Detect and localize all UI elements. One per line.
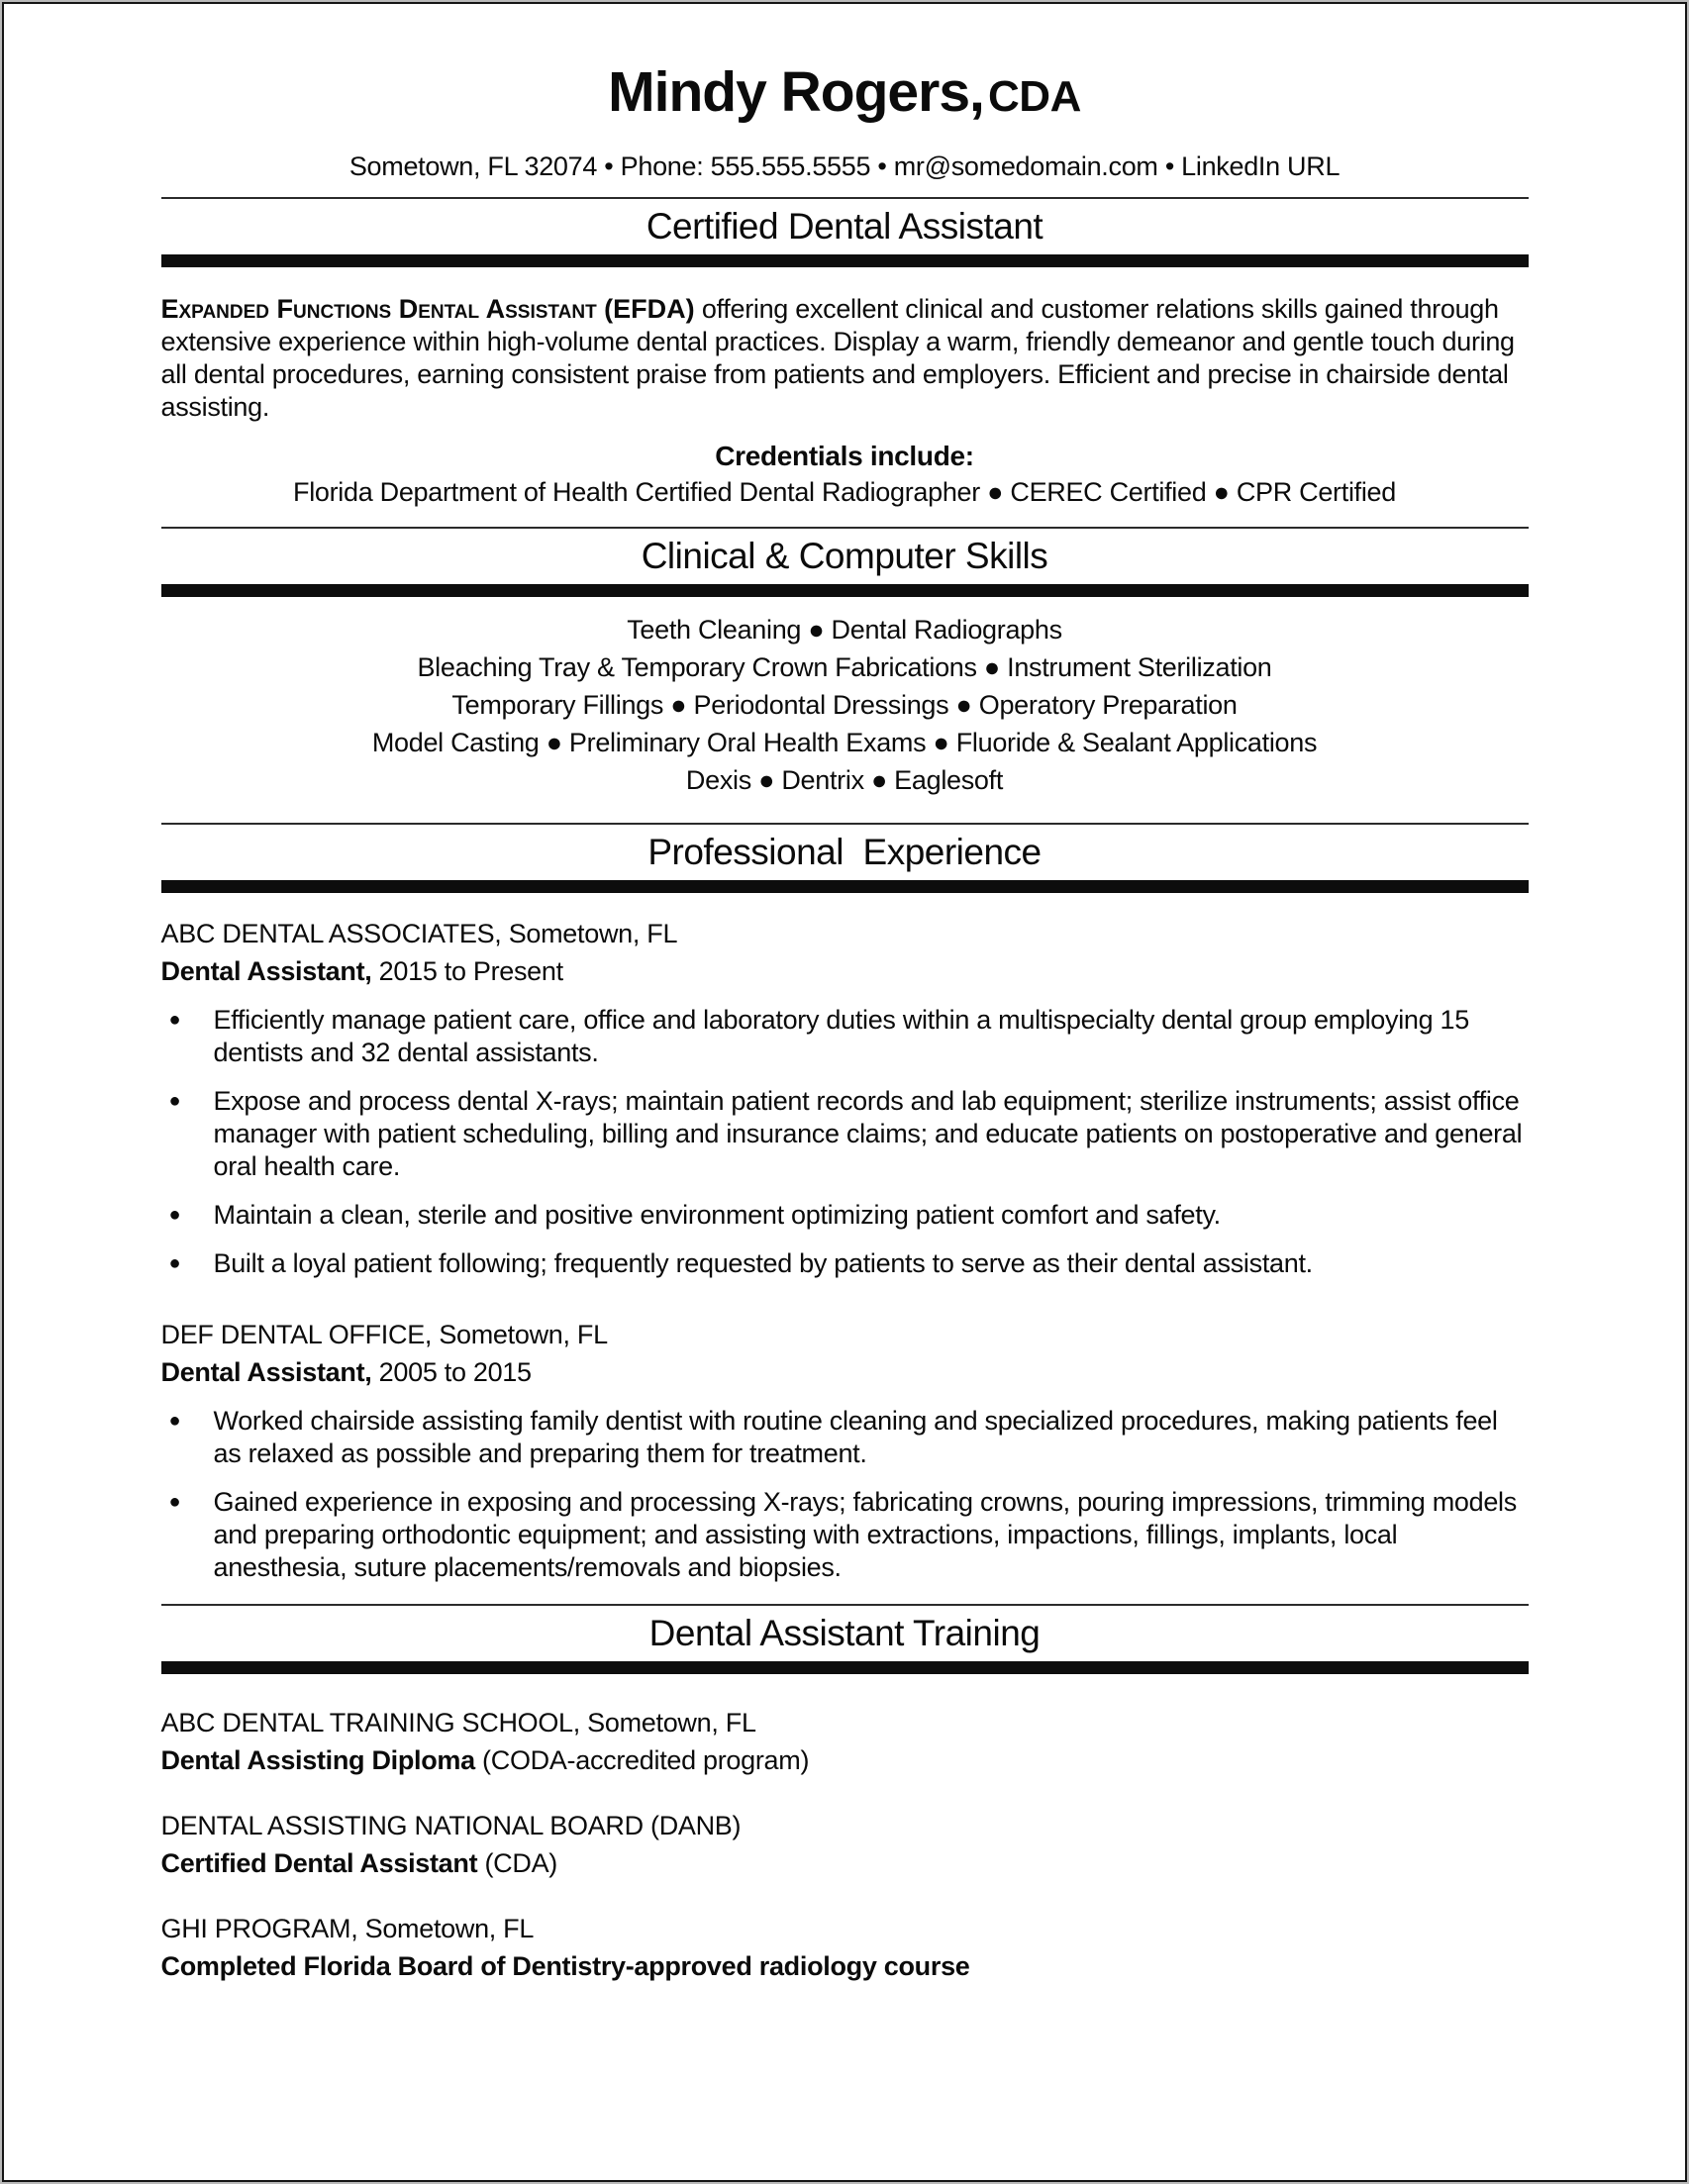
bullet-text: Gained experience in exposing and processing X-rays; fabricating crowns, pouring impressions, trimming models and preparing orthodontic equipment; and assisting with extractions, impactions, fillings, implants, local anesthesia, suture placements/removals and biopsies. bbox=[213, 1487, 1517, 1582]
training-detail: (CDA) bbox=[477, 1848, 557, 1878]
thick-divider bbox=[161, 1661, 1529, 1674]
job-block bbox=[161, 917, 1529, 1280]
candidate-credential-suffix: CDA bbox=[988, 72, 1081, 121]
skill-line: Dexis ● Dentrix ● Eaglesoft bbox=[685, 765, 1004, 795]
job-block bbox=[161, 1318, 1529, 1584]
section-title-skills: Clinical & Computer Skills bbox=[641, 536, 1048, 576]
training-detail: (CODA-accredited program) bbox=[474, 1745, 810, 1775]
section-certified-dental-assistant bbox=[161, 197, 1529, 509]
bullet-icon: ● bbox=[168, 1009, 181, 1031]
role-title: Dental Assistant, bbox=[160, 1357, 372, 1387]
contact-line: Sometown, FL 32074 • Phone: 555.555.5555 • mr@somedomain.com • LinkedIn URL bbox=[348, 151, 1341, 181]
thick-divider bbox=[161, 254, 1529, 267]
resume-page bbox=[2, 2, 1687, 2182]
experience-bullet bbox=[161, 1247, 1529, 1280]
experience-bullet bbox=[161, 1405, 1529, 1470]
resume-header bbox=[161, 59, 1529, 183]
bullet-text: Worked chairside assisting family dentist with routine cleaning and specialized procedures, making patients feel as relaxed as possible and preparing them for treatment. bbox=[213, 1406, 1498, 1468]
bullet-text: Efficiently manage patient care, office and laboratory duties within a multispecialty dental group employing 15 dentists and 32 dental assistants. bbox=[213, 1005, 1469, 1067]
experience-bullet bbox=[161, 1486, 1529, 1584]
summary-rest: offering excellent clinical and customer relations skills gained through extensive experience within high-volume dental practices. Display a warm, friendly demeanor and gentle touch during all dental procedures, earning consistent praise from patients and employers. Efficient and precise in chairside dental assisting. bbox=[160, 294, 1515, 422]
training-entry bbox=[161, 1809, 1529, 1880]
experience-bullet bbox=[161, 1199, 1529, 1232]
training-highlight: Completed Florida Board of Dentistry-approved radiology course bbox=[160, 1951, 970, 1981]
bullet-icon: ● bbox=[168, 1090, 181, 1112]
training-highlight: Dental Assisting Diploma bbox=[160, 1745, 475, 1775]
section-title-profile: Certified Dental Assistant bbox=[646, 206, 1043, 247]
skills-section bbox=[161, 527, 1529, 799]
bullet-icon: ● bbox=[168, 1491, 181, 1513]
role-title: Dental Assistant, bbox=[160, 956, 372, 986]
experience-bullet bbox=[161, 1004, 1529, 1069]
experience-bullet bbox=[161, 1085, 1529, 1183]
bullet-text: Built a loyal patient following; frequently requested by patients to serve as their dental assistant. bbox=[213, 1248, 1313, 1278]
bullet-icon: ● bbox=[168, 1252, 181, 1274]
highlight-line bbox=[161, 1846, 1529, 1880]
candidate-name-main: Mindy Rogers, bbox=[608, 60, 984, 124]
highlight-line bbox=[161, 1949, 1529, 1983]
credentials-line: Florida Department of Health Certified Dental Radiographer ● CEREC Certified ● CPR Certified bbox=[293, 477, 1396, 507]
org-line: ABC DENTAL TRAINING SCHOOL, Sometown, FL bbox=[160, 1708, 756, 1737]
skill-line: Model Casting ● Preliminary Oral Health Exams ● Fluoride & Sealant Applications bbox=[371, 728, 1318, 757]
role-line bbox=[161, 1355, 1529, 1389]
skill-line: Temporary Fillings ● Periodontal Dressings ● Operatory Preparation bbox=[451, 690, 1238, 720]
training-entry bbox=[161, 1706, 1529, 1777]
experience-section bbox=[161, 823, 1529, 1584]
company-line: ABC DENTAL ASSOCIATES, Sometown, FL bbox=[160, 919, 678, 948]
company-line: DEF DENTAL OFFICE, Sometown, FL bbox=[160, 1320, 608, 1349]
bullet-icon: ● bbox=[168, 1204, 181, 1226]
section-title-experience: Professional Experience bbox=[647, 832, 1042, 872]
bullet-text: Expose and process dental X-rays; maintain patient records and lab equipment; sterilize instruments; assist office manager with patient scheduling, billing and insurance claims; and educate patients on postoperative and general oral health care. bbox=[213, 1086, 1523, 1181]
skill-line: Teeth Cleaning ● Dental Radiographs bbox=[627, 615, 1062, 645]
training-entry bbox=[161, 1912, 1529, 1983]
training-section bbox=[161, 1604, 1529, 1983]
summary-lead: Expanded Functions Dental Assistant (EFDA) bbox=[160, 294, 695, 324]
thick-divider bbox=[161, 880, 1529, 893]
org-line: GHI PROGRAM, Sometown, FL bbox=[160, 1914, 535, 1943]
candidate-name bbox=[161, 59, 1529, 140]
section-title-training: Dental Assistant Training bbox=[648, 1613, 1041, 1653]
role-dates: 2005 to 2015 bbox=[378, 1357, 532, 1387]
skills-list bbox=[161, 611, 1529, 799]
role-dates: 2015 to Present bbox=[378, 956, 563, 986]
org-line: DENTAL ASSISTING NATIONAL BOARD (DANB) bbox=[160, 1811, 742, 1840]
resume-content bbox=[161, 4, 1529, 1983]
bullet-icon: ● bbox=[168, 1410, 181, 1432]
summary-paragraph bbox=[161, 293, 1529, 424]
thick-divider bbox=[161, 584, 1529, 597]
training-highlight: Certified Dental Assistant bbox=[160, 1848, 478, 1878]
skill-line: Bleaching Tray & Temporary Crown Fabrications ● Instrument Sterilization bbox=[417, 652, 1272, 682]
role-line bbox=[161, 954, 1529, 988]
bullet-text: Maintain a clean, sterile and positive environment optimizing patient comfort and safety. bbox=[213, 1200, 1221, 1230]
credentials-heading: Credentials include: bbox=[715, 441, 974, 471]
highlight-line bbox=[161, 1743, 1529, 1777]
